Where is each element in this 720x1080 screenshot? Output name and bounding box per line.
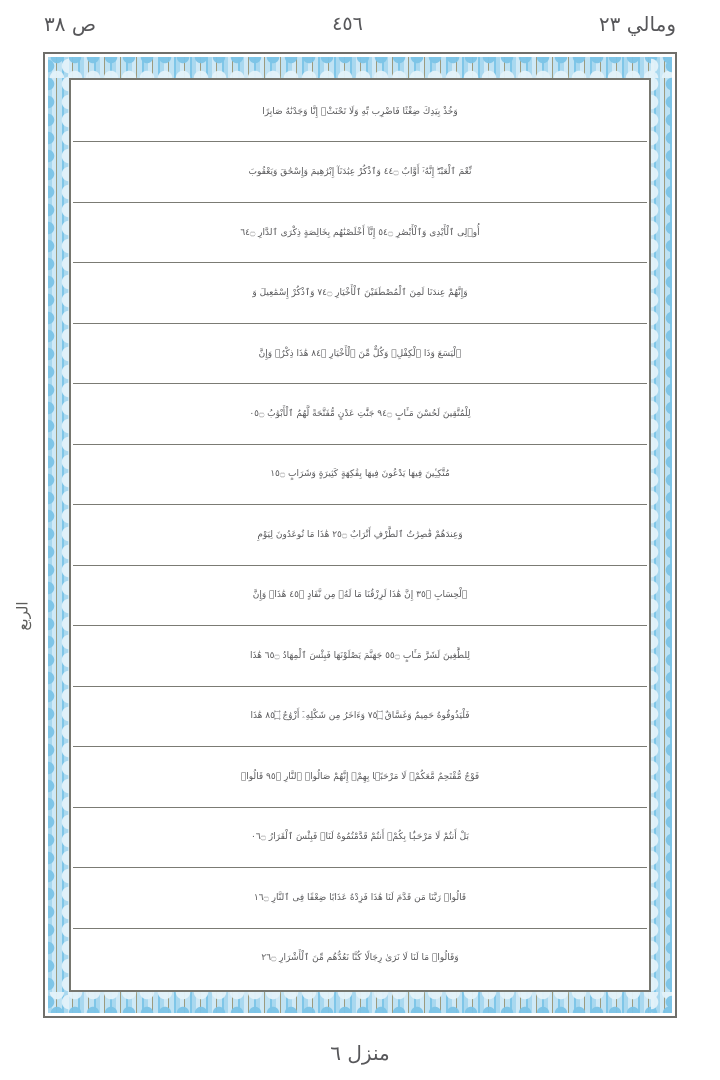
ayah-line <box>73 808 647 868</box>
ornament-arches-right-icon <box>651 57 672 1013</box>
ayah-line <box>73 324 647 384</box>
ayah-line-text: أُو۟لِى ٱلْأَيْدِى وَٱلْأَبْصَٰرِ ۝٤٥ إِنَّآ أَخْلَصْنَٰهُم بِخَالِصَةٍ ذِكْرَى ٱلدَّارِ ۝٤٦ <box>240 227 480 238</box>
ayah-line-text: وَإِنَّهُمْ عِندَنَا لَمِنَ ٱلْمُصْطَفَيْنَ ٱلْأَخْيَارِ ۝٤٧ وَٱذْكُرْ إِسْمَٰعِيلَ وَ <box>252 288 468 299</box>
ayah-line <box>73 82 647 142</box>
ayah-line-text: وَعِندَهُمْ قَٰصِرَٰتُ ٱلطَّرْفِ أَتْرَابٌ ۝٥٢ هَٰذَا مَا تُوعَدُونَ لِيَوْمِ <box>257 529 463 540</box>
ayah-line <box>73 203 647 263</box>
ayah-line-text: مُتَّكِـِٔينَ فِيهَا يَدْعُونَ فِيهَا بِفَٰكِهَةٍ كَثِيرَةٍ وَشَرَابٍ ۝٥١ <box>270 469 450 480</box>
ayah-line-text: لِلطَّٰغِينَ لَشَرَّ مَـَٔابٍ ۝٥٥ جَهَنَّمَ يَصْلَوْنَهَا فَبِئْسَ ٱلْمِهَادُ ۝٥٦ هَٰذَا <box>249 650 471 661</box>
ayah-line <box>73 142 647 202</box>
ayah-line <box>73 747 647 807</box>
ayah-line <box>73 868 647 928</box>
page-header <box>0 0 720 48</box>
ornament-arches-bottom-icon <box>48 992 672 1013</box>
juz-marker: ومالي ٢٣ <box>598 12 676 36</box>
margin-rotated-marker <box>8 568 38 664</box>
ayah-line <box>73 929 647 988</box>
page-number: ٤٥٦ <box>332 12 363 35</box>
ayah-line-text: فَوْجٌ مُّقْتَحِمٌ مَّعَكُمْۖ لَا مَرْحَبًۢا بِهِمْۚ إِنَّهُمْ صَالُوا۟ ٱلنَّارِ ۝٥٩ قَالُوا۟ <box>240 771 480 782</box>
ayah-line-text: لِلْمُتَّقِينَ لَحُسْنَ مَـَٔابٍ ۝٤٩ جَنَّٰتِ عَدْنٍ مُّفَتَّحَةً لَّهُمُ ٱلْأَبْوَٰبُ ۝٥٠ <box>249 409 471 419</box>
margin-marker-label: الربع <box>14 601 32 631</box>
ayah-line-text: وَخُذْ بِيَدِكَ ضِغْثًا فَاضْرِب بِّهِ وَلَا تَحْنَثْۗ إِنَّا وَجَدْنَٰهُ صَابِرًا <box>262 106 458 117</box>
page-frame-outer <box>43 52 677 1018</box>
ayah-line-text: نِّعْمَ ٱلْعَبْدُۖ إِنَّهُۥٓ أَوَّابٌ ۝٤٤ وَٱذْكُرْ عِبَٰدَنَآ إِبْرَٰهِيمَ وَإِسْحَٰقَ وَيَعْقُوبَ <box>248 167 472 178</box>
ayah-line <box>73 384 647 444</box>
page-footer <box>0 1026 720 1080</box>
ayah-line <box>73 505 647 565</box>
ayah-line-text: ٱلْحِسَابِ ۝٥٣ إِنَّ هَٰذَا لَرِزْقُنَا مَا لَهُۥ مِن نَّفَادٍ ۝٥٤ هَٰذَاۚ وَإِنَّ <box>252 590 468 601</box>
ayah-line-text: ٱلْيَسَعَ وَذَا ٱلْكِفْلِۖ وَكُلٌّ مِّنَ ٱلْأَخْيَارِ ۝٤٨ هَٰذَا ذِكْرٌۚ وَإِنَّ <box>258 348 462 359</box>
page-frame-inner <box>69 78 651 992</box>
ornament-arches-left-icon <box>48 57 69 1013</box>
ayah-line-text: بَلْ أَنتُمْ لَا مَرْحَبًۢا بِكُمْۖ أَنتُمْ قَدَّمْتُمُوهُ لَنَاۖ فَبِئْسَ ٱلْقَرَارُ ۝٦٠ <box>251 832 469 843</box>
ornament-arches-top-icon <box>48 57 672 78</box>
surah-marker: ص ٣٨ <box>44 12 97 36</box>
ayah-line <box>73 445 647 505</box>
ayah-line <box>73 626 647 686</box>
ayah-line <box>73 687 647 747</box>
ayah-line-text: وَقَالُوا۟ مَا لَنَا لَا نَرَىٰ رِجَالًا كُنَّا نَعُدُّهُم مِّنَ ٱلْأَشْرَارِ ۝٦٢ <box>261 953 459 964</box>
quran-text-area <box>73 82 647 988</box>
manzil-marker: منزل ٦ <box>330 1041 390 1065</box>
ayah-line <box>73 263 647 323</box>
ayah-line <box>73 566 647 626</box>
ayah-line-text: فَلْيَذُوقُوهُ حَمِيمٌ وَغَسَّاقٌ ۝٥٧ وَءَاخَرُ مِن شَكْلِهِۦٓ أَزْوَٰجٌ ۝٥٨ هَٰذَا <box>250 711 470 722</box>
ornamental-border-band <box>48 57 672 1013</box>
ayah-line-text: قَالُوا۟ رَبَّنَا مَن قَدَّمَ لَنَا هَٰذَا فَزِدْهُ عَذَابًا ضِعْفًا فِى ٱلنَّارِ ۝٦١ <box>253 892 467 903</box>
